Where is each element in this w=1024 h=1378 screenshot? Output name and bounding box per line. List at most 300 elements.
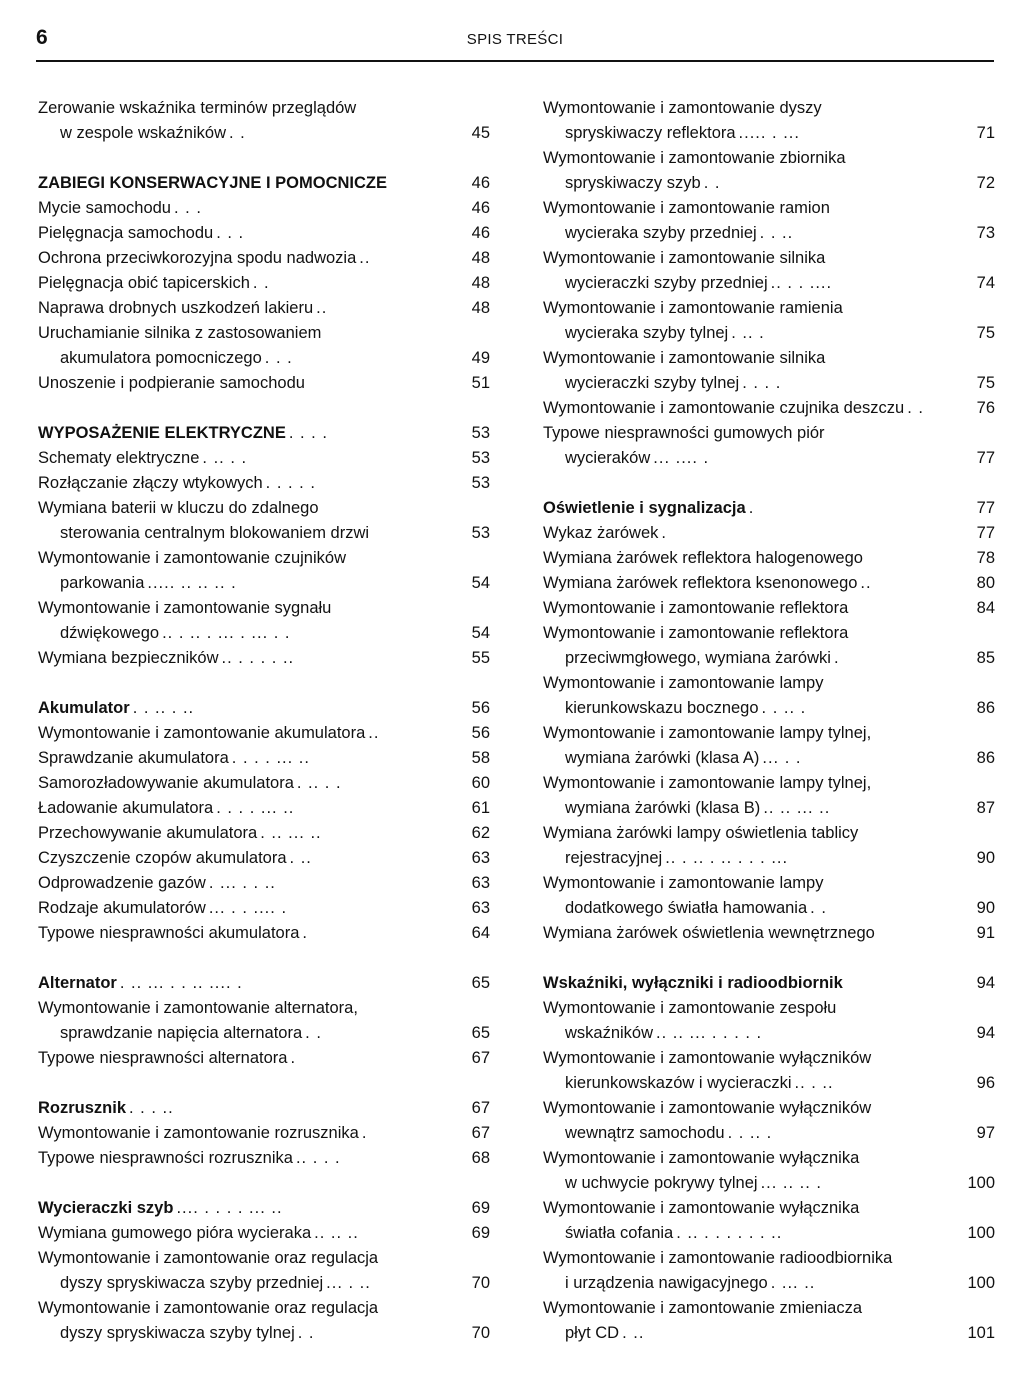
toc-entry-text: sprawdzanie napięcia alternatora (60, 1024, 303, 1042)
toc-entry-title-line (38, 471, 490, 496)
toc-leader-dots: . (361, 1124, 368, 1142)
toc-entry-title-line (543, 921, 995, 946)
toc-entry-text: parkowania (60, 574, 145, 592)
toc-entry-text: wymiana żarówki (klasa B) (565, 799, 761, 817)
toc-entry-text: i urządzenia nawigacyjnego (565, 1274, 768, 1292)
toc-page-number: 54 (471, 574, 490, 592)
toc-entry-title-line (38, 446, 490, 471)
toc-entry-title-line (38, 271, 490, 296)
toc-entry (543, 346, 995, 396)
toc-entry-title-line (38, 171, 490, 196)
toc-entry-text: wskaźników (565, 1024, 654, 1042)
toc-entry-title-line (38, 196, 490, 221)
toc-entry-title-line (38, 896, 490, 921)
toc-entry-title-line (543, 1321, 995, 1346)
toc-entry-title-line (38, 846, 490, 871)
toc-entry-text: Wymontowanie i zamontowanie wyłącznika (543, 1149, 860, 1167)
toc-entry-text: płyt CD (565, 1324, 620, 1342)
toc-entry-text: Wymontowanie i zamontowanie czujników (38, 549, 346, 567)
toc-page-number: 84 (976, 599, 995, 617)
toc-entry-text: Wymontowanie i zamontowanie dyszy (543, 99, 822, 117)
toc-entry-text: Wymiana żarówki lampy oświetlenia tablicy (543, 824, 859, 842)
toc-entry (38, 296, 490, 321)
toc-entry-text: spryskiwaczy reflektora (565, 124, 736, 142)
page-header (36, 26, 994, 62)
toc-page-number: 97 (976, 1124, 995, 1142)
toc-entry-title-line (38, 96, 490, 121)
toc-leader-dots: . (290, 1049, 297, 1067)
toc-entry-text: Wymontowanie i zamontowanie oraz regulacja (38, 1249, 379, 1267)
toc-entry-text: Wymontowanie i zamontowanie akumulatora (38, 724, 366, 742)
toc-entry-title-line (38, 746, 490, 771)
toc-page-number: 67 (471, 1124, 490, 1142)
toc-page-number: 63 (471, 849, 490, 867)
toc-entry-title-line (543, 571, 995, 596)
toc-entry-text: Rodzaje akumulatorów (38, 899, 206, 917)
toc-leader-dots: .. .. ... . . . . . (656, 1024, 763, 1042)
toc-page-number: 86 (976, 699, 995, 717)
toc-leader-dots: . .. ... .. (260, 824, 322, 842)
toc-leader-dots: . . (228, 124, 246, 142)
toc-entry-title-line (38, 696, 490, 721)
toc-leader-dots: . . . . ... .. (231, 749, 310, 767)
toc-entry-title-line (38, 996, 490, 1021)
toc-entry-title-line (38, 371, 490, 396)
toc-entry-title-line (543, 1096, 995, 1121)
toc-page-number: 48 (471, 249, 490, 267)
toc-leader-dots: . .. . . (202, 449, 248, 467)
toc-page-number: 45 (471, 124, 490, 142)
toc-page-number: 58 (471, 749, 490, 767)
toc-entry-title-line (543, 196, 995, 221)
toc-entry (543, 1246, 995, 1296)
toc-entry-title-line (38, 1021, 490, 1046)
toc-entry (543, 871, 995, 921)
toc-entry-title-line (543, 621, 995, 646)
toc-entry-text: Typowe niesprawności akumulatora (38, 924, 300, 942)
toc-entry (543, 396, 995, 421)
toc-leader-dots: .. .. .. (314, 1224, 359, 1242)
toc-page-number: 63 (471, 874, 490, 892)
toc-leader-dots: .. . .. (794, 1074, 834, 1092)
toc-section-heading (38, 1196, 490, 1221)
toc-entry-text: światła cofania (565, 1224, 674, 1242)
toc-page-number: 78 (976, 549, 995, 567)
toc-entry-title-line (38, 321, 490, 346)
toc-leader-dots: . . (252, 274, 270, 292)
toc-entry (38, 1146, 490, 1171)
toc-entry-text: Typowe niesprawności alternatora (38, 1049, 288, 1067)
toc-leader-dots: .... . . . . ... .. (176, 1199, 283, 1217)
toc-column-right (543, 96, 995, 1346)
toc-page-number: 64 (471, 924, 490, 942)
toc-page-number: 77 (976, 524, 995, 542)
toc-entry-text: ZABIEGI KONSERWACYJNE I POMOCNICZE (38, 174, 387, 192)
toc-entry-title-line (38, 1296, 490, 1321)
toc-entry-title-line (543, 746, 995, 771)
toc-entry (543, 721, 995, 771)
toc-page-number: 94 (976, 1024, 995, 1042)
toc-entry-text: Wymontowanie i zamontowanie ramienia (543, 299, 843, 317)
toc-entry (543, 921, 995, 946)
toc-page-number: 46 (471, 174, 490, 192)
toc-entry-text: dodatkowego światła hamowania (565, 899, 808, 917)
toc-entry (543, 1146, 995, 1196)
toc-entry (543, 596, 995, 621)
toc-entry-title-line (543, 721, 995, 746)
toc-entry (543, 296, 995, 346)
toc-entry (38, 821, 490, 846)
toc-entry-title-line (543, 496, 995, 521)
toc-entry-text: Wymontowanie i zamontowanie zmieniacza (543, 1299, 862, 1317)
toc-entry (38, 1046, 490, 1071)
toc-entry-title-line (543, 371, 995, 396)
toc-entry-title-line (543, 546, 995, 571)
toc-entry-title-line (543, 696, 995, 721)
toc-page-number: 53 (471, 524, 490, 542)
toc-leader-dots: ... . . .... . (208, 899, 288, 917)
toc-entry-title-line (38, 1271, 490, 1296)
toc-leader-dots: .. (368, 724, 380, 742)
toc-entry (38, 771, 490, 796)
toc-entry-text: Wymontowanie i zamontowanie lampy (543, 674, 824, 692)
toc-entry-title-line (38, 221, 490, 246)
toc-entry (543, 96, 995, 146)
toc-entry-title-line (38, 1096, 490, 1121)
toc-entry-text: Wymiana żarówek reflektora halogenowego (543, 549, 863, 567)
toc-page-number: 73 (976, 224, 995, 242)
toc-page-number: 65 (471, 1024, 490, 1042)
toc-entry-title-line (543, 271, 995, 296)
toc-page-number: 48 (471, 274, 490, 292)
toc-leader-dots: .. . .. . ... . ... . . (162, 624, 291, 642)
toc-entry-text: wycieraczki szyby przedniej (565, 274, 768, 292)
toc-entry-text: dźwiękowego (60, 624, 160, 642)
toc-entry-title-line (543, 871, 995, 896)
toc-entry-title-line (38, 1046, 490, 1071)
toc-entry-text: w uchwycie pokrywy tylnej (565, 1174, 758, 1192)
toc-page-number: 100 (967, 1224, 995, 1242)
toc-leader-dots: . . . (216, 224, 245, 242)
toc-entry-title-line (543, 646, 995, 671)
toc-leader-dots: ..... . ... (738, 124, 800, 142)
toc-entry-text: Rozrusznik (38, 1099, 127, 1117)
toc-entry-title-line (38, 971, 490, 996)
toc-leader-dots: ... .... . (653, 449, 710, 467)
toc-entry-title-line (543, 121, 995, 146)
toc-entry-title-line (543, 1146, 995, 1171)
toc-entry-text: sterowania centralnym blokowaniem drzwi (60, 524, 370, 542)
toc-entry-title-line (543, 1296, 995, 1321)
page-number: 6 (36, 26, 48, 49)
toc-leader-dots: .. (860, 574, 872, 592)
toc-entry-title-line (543, 1171, 995, 1196)
toc-entry-title-line (543, 421, 995, 446)
toc-page-number: 94 (976, 974, 995, 992)
toc-leader-dots: .. .. ... .. (763, 799, 831, 817)
toc-leader-dots: . . .. . (727, 1124, 773, 1142)
toc-entry (38, 496, 490, 546)
toc-entry-title-line (543, 821, 995, 846)
toc-entry-text: Wymiana gumowego pióra wycieraka (38, 1224, 312, 1242)
toc-entry-title-line (543, 846, 995, 871)
toc-leader-dots: . .. . . . . . . .. (676, 1224, 783, 1242)
toc-entry (543, 521, 995, 546)
toc-entry (543, 1046, 995, 1096)
toc-entry-text: WYPOSAŻENIE ELEKTRYCZNE (38, 424, 286, 442)
toc-leader-dots: . .. (622, 1324, 645, 1342)
toc-entry-text: Przechowywanie akumulatora (38, 824, 258, 842)
toc-entry-title-line (38, 721, 490, 746)
toc-leader-dots: . (748, 499, 755, 517)
toc-page-number: 61 (471, 799, 490, 817)
toc-entry-text: Wykaz żarówek (543, 524, 659, 542)
toc-page-number: 72 (976, 174, 995, 192)
toc-page-number: 67 (471, 1099, 490, 1117)
toc-entry (543, 421, 995, 471)
toc-page-number: 77 (976, 499, 995, 517)
toc-entry (38, 1121, 490, 1146)
toc-entry-title-line (543, 596, 995, 621)
toc-entry-title-line (38, 246, 490, 271)
toc-leader-dots: . . . .. (129, 1099, 174, 1117)
toc-page-number: 76 (976, 399, 995, 417)
toc-leader-dots: . .. . (731, 324, 765, 342)
toc-page-number: 62 (471, 824, 490, 842)
toc-entry-text: wymiana żarówki (klasa A) (565, 749, 760, 767)
toc-entry-text: Wycieraczki szyb (38, 1199, 174, 1217)
toc-entry-title-line (38, 346, 490, 371)
toc-leader-dots: . . . (264, 349, 293, 367)
toc-section-heading (543, 496, 995, 521)
toc-entry-text: Pielęgnacja samochodu (38, 224, 214, 242)
toc-entry (543, 996, 995, 1046)
toc-leader-dots: . .. . . (296, 774, 342, 792)
toc-entry-text: Pielęgnacja obić tapicerskich (38, 274, 250, 292)
toc-leader-dots: . . .. . .. (132, 699, 195, 717)
toc-entry (38, 246, 490, 271)
toc-entry-text: w zespole wskaźników (60, 124, 226, 142)
toc-entry-title-line (543, 246, 995, 271)
toc-entry-text: Wymontowanie i zamontowanie lampy tylnej, (543, 774, 872, 792)
toc-entry-text: Wymiana żarówek reflektora ksenonowego (543, 574, 858, 592)
toc-entry (38, 221, 490, 246)
toc-leader-dots: .. (359, 249, 371, 267)
toc-entry-text: Ochrona przeciwkorozyjna spodu nadwozia (38, 249, 357, 267)
toc-entry (543, 146, 995, 196)
toc-entry-title-line (543, 796, 995, 821)
toc-entry-title-line (543, 96, 995, 121)
toc-entry (38, 271, 490, 296)
toc-entry-text: wycieraka szyby tylnej (565, 324, 729, 342)
toc-entry-text: Wymontowanie i zamontowanie reflektora (543, 599, 849, 617)
toc-entry-title-line (38, 1196, 490, 1221)
toc-page-number: 69 (471, 1224, 490, 1242)
toc-entry-text: Wymontowanie i zamontowanie alternatora, (38, 999, 358, 1017)
toc-entry (543, 196, 995, 246)
toc-entry-text: Typowe niesprawności gumowych piór (543, 424, 825, 442)
toc-entry (38, 371, 490, 396)
toc-entry-text: Oświetlenie i sygnalizacja (543, 499, 746, 517)
toc-page-number: 96 (976, 1074, 995, 1092)
toc-entry-title-line (543, 221, 995, 246)
toc-entry-title-line (543, 1071, 995, 1096)
toc-entry-title-line (38, 496, 490, 521)
toc-entry-title-line (543, 996, 995, 1021)
toc-entry (543, 671, 995, 721)
toc-leader-dots: . ... .. (770, 1274, 816, 1292)
toc-entry-text: wycieraków (565, 449, 651, 467)
toc-leader-dots: . . (703, 174, 721, 192)
toc-entry-title-line (543, 321, 995, 346)
toc-entry-title-line (38, 571, 490, 596)
toc-entry-title-line (38, 421, 490, 446)
toc-leader-dots: . .. (289, 849, 312, 867)
toc-page-number: 67 (471, 1049, 490, 1067)
toc-entry-text: rejestracyjnej (565, 849, 663, 867)
toc-entry-title-line (543, 446, 995, 471)
toc-entry-title-line (38, 521, 490, 546)
toc-entry-text: Samorozładowywanie akumulatora (38, 774, 294, 792)
toc-page-number: 100 (967, 1174, 995, 1192)
toc-entry-title-line (38, 871, 490, 896)
toc-entry-text: Wymontowanie i zamontowanie wyłącznika (543, 1199, 860, 1217)
toc-section-heading (543, 971, 995, 996)
toc-entry (543, 821, 995, 871)
toc-page-number: 60 (471, 774, 490, 792)
toc-leader-dots: . . . . ... .. (216, 799, 295, 817)
toc-leader-dots: ... .. .. . (760, 1174, 822, 1192)
toc-page-number: 91 (976, 924, 995, 942)
toc-page-number: 56 (471, 699, 490, 717)
toc-entry (38, 1246, 490, 1296)
toc-entry (38, 921, 490, 946)
toc-entry-text: Wymontowanie i zamontowanie lampy (543, 874, 824, 892)
toc-page-number: 100 (967, 1274, 995, 1292)
toc-entry-title-line (543, 1021, 995, 1046)
toc-entry-text: Alternator (38, 974, 117, 992)
toc-entry-title-line (38, 771, 490, 796)
toc-page-number: 46 (471, 199, 490, 217)
toc-entry (543, 546, 995, 571)
toc-entry-text: dyszy spryskiwacza szyby tylnej (60, 1324, 295, 1342)
toc-entry-text: Schematy elektryczne (38, 449, 200, 467)
toc-leader-dots: . (833, 649, 840, 667)
toc-entry-text: Wymontowanie i zamontowanie silnika (543, 349, 826, 367)
toc-entry-text: Odprowadzenie gazów (38, 874, 206, 892)
toc-entry-title-line (543, 1196, 995, 1221)
toc-entry-title-line (38, 796, 490, 821)
toc-entry-title-line (38, 1246, 490, 1271)
toc-leader-dots: . . (810, 899, 827, 917)
toc-leader-dots: . . .. (759, 224, 794, 242)
toc-page-number: 70 (471, 1274, 490, 1292)
toc-entry-title-line (543, 971, 995, 996)
toc-entry-text: Wymiana żarówek oświetlenia wewnętrznego (543, 924, 875, 942)
toc-entry-text: Wskaźniki, wyłączniki i radioodbiornik (543, 974, 843, 992)
toc-entry-text: Unoszenie i podpieranie samochodu (38, 374, 305, 392)
toc-leader-dots: . (302, 924, 308, 942)
toc-entry (38, 896, 490, 921)
toc-page-number: 65 (471, 974, 490, 992)
toc-entry (38, 746, 490, 771)
toc-entry (543, 621, 995, 671)
toc-leader-dots: . . .. . (761, 699, 807, 717)
toc-leader-dots: . ... . . .. (208, 874, 276, 892)
toc-section-heading (38, 696, 490, 721)
toc-entry (38, 721, 490, 746)
toc-entry-text: Wymontowanie i zamontowanie silnika (543, 249, 826, 267)
toc-entry-title-line (543, 671, 995, 696)
toc-entry (543, 571, 995, 596)
toc-entry-text: Wymontowanie i zamontowanie wyłączników (543, 1049, 872, 1067)
toc-entry-text: Zerowanie wskaźnika terminów przeglądów (38, 99, 357, 117)
toc-column-left (38, 96, 490, 1346)
toc-entry-title-line (38, 596, 490, 621)
toc-page-number: 87 (976, 799, 995, 817)
toc-entry (543, 246, 995, 296)
toc-entry (38, 1221, 490, 1246)
toc-entry (38, 321, 490, 371)
toc-entry-text: Wymontowanie i zamontowanie rozrusznika (38, 1124, 359, 1142)
toc-page-number: 77 (976, 449, 995, 467)
toc-page-number: 55 (471, 649, 490, 667)
toc-page-number: 46 (471, 224, 490, 242)
toc-page-number: 74 (976, 274, 995, 292)
toc-page-number: 101 (967, 1324, 995, 1342)
toc-leader-dots: . . . . (742, 374, 782, 392)
toc-entry-title-line (543, 1121, 995, 1146)
toc-entry-title-line (38, 1146, 490, 1171)
toc-entry-title-line (38, 546, 490, 571)
toc-leader-dots: . (661, 524, 667, 542)
toc-entry (38, 1296, 490, 1346)
toc-entry-text: Wymontowanie i zamontowanie oraz regulacja (38, 1299, 379, 1317)
toc-entry-title-line (543, 1046, 995, 1071)
toc-entry-title-line (38, 621, 490, 646)
toc-page-number: 86 (976, 749, 995, 767)
toc-entry-text: Ładowanie akumulatora (38, 799, 214, 817)
toc-entry (543, 771, 995, 821)
toc-entry-text: Wymontowanie i zamontowanie zespołu (543, 999, 837, 1017)
toc-entry-title-line (38, 1121, 490, 1146)
toc-entry (38, 196, 490, 221)
toc-entry-text: spryskiwaczy szyb (565, 174, 701, 192)
toc-leader-dots: . . (297, 1324, 315, 1342)
toc-page-number: 48 (471, 299, 490, 317)
toc-leader-dots: .. . . .... (770, 274, 833, 292)
toc-entry-title-line (543, 1221, 995, 1246)
toc-entry (543, 1196, 995, 1246)
toc-entry-text: Wymontowanie i zamontowanie czujnika deszczu (543, 399, 905, 417)
toc-entry (38, 596, 490, 646)
toc-page-number: 69 (471, 1199, 490, 1217)
toc-page-number: 75 (976, 324, 995, 342)
toc-page-number: 53 (471, 474, 490, 492)
toc-entry-title-line (38, 1321, 490, 1346)
toc-entry-title-line (543, 171, 995, 196)
toc-page-number: 90 (976, 899, 995, 917)
toc-entry-title-line (38, 121, 490, 146)
toc-page-number: 71 (976, 124, 995, 142)
toc-entry-text: Wymontowanie i zamontowanie ramion (543, 199, 830, 217)
toc-entry-title-line (38, 296, 490, 321)
toc-entry-text: Czyszczenie czopów akumulatora (38, 849, 287, 867)
toc-entry-title-line (543, 146, 995, 171)
running-title: SPIS TREŚCI (466, 31, 564, 48)
toc-entry-text: Wymiana bezpieczników (38, 649, 219, 667)
toc-entry (38, 796, 490, 821)
